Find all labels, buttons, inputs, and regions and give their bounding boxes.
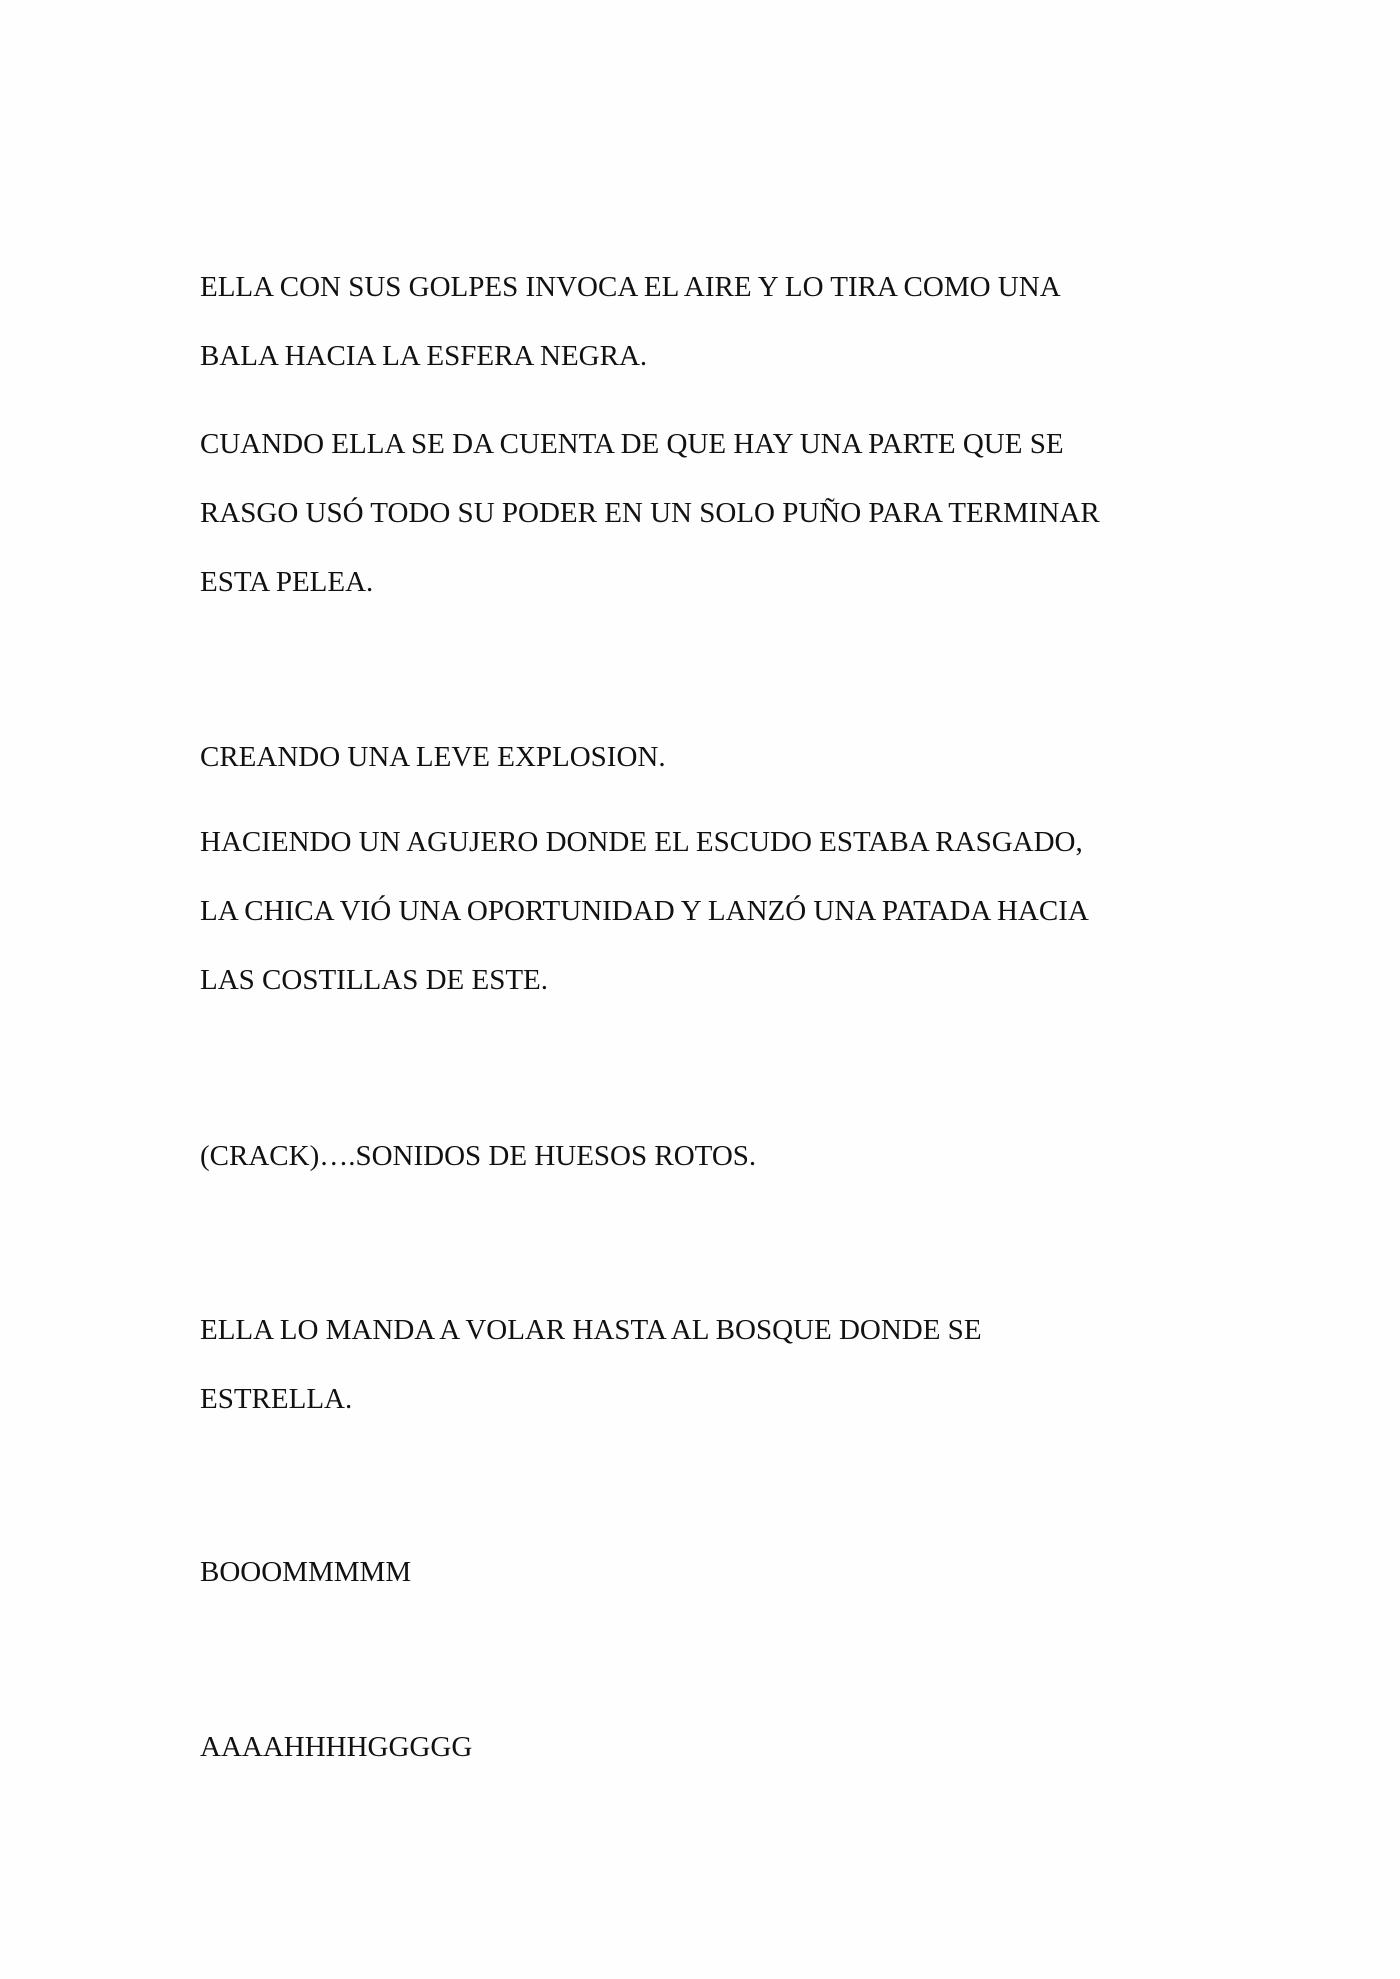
paragraph-6 <box>200 1296 1220 1434</box>
paragraph-line: (CRACK)….SONIDOS DE HUESOS ROTOS. <box>200 1140 757 1172</box>
paragraph-line: ESTA PELEA. <box>200 566 374 598</box>
paragraph-line: AAAAHHHHGGGGG <box>200 1731 473 1763</box>
paragraph-3 <box>200 723 1220 792</box>
paragraph-line: CREANDO UNA LEVE EXPLOSION. <box>200 741 666 773</box>
paragraph-line: HACIENDO UN AGUJERO DONDE EL ESCUDO ESTABA RASGADO, <box>200 826 1083 858</box>
paragraph-4 <box>200 808 1220 1015</box>
paragraph-5 <box>200 1122 1220 1191</box>
paragraph-7 <box>200 1538 1220 1607</box>
paragraph-8 <box>200 1713 1220 1782</box>
paragraph-line: ELLA CON SUS GOLPES INVOCA EL AIRE Y LO TIRA COMO UNA <box>200 271 1061 303</box>
paragraph-line: BALA HACIA LA ESFERA NEGRA. <box>200 340 648 372</box>
paragraph-line: CUANDO ELLA SE DA CUENTA DE QUE HAY UNA PARTE QUE SE <box>200 428 1064 460</box>
paragraph-line: ELLA LO MANDA A VOLAR HASTA AL BOSQUE DONDE SE <box>200 1314 982 1346</box>
paragraph-line: RASGO USÓ TODO SU PODER EN UN SOLO PUÑO PARA TERMINAR <box>200 497 1100 529</box>
paragraph-line: ESTRELLA. <box>200 1383 353 1415</box>
paragraph-1 <box>200 253 1220 391</box>
paragraph-line: LAS COSTILLAS DE ESTE. <box>200 964 548 996</box>
paragraph-line: LA CHICA VIÓ UNA OPORTUNIDAD Y LANZÓ UNA PATADA HACIA <box>200 895 1089 927</box>
paragraph-2 <box>200 410 1220 617</box>
paragraph-line: BOOOMMMMM <box>200 1556 412 1588</box>
